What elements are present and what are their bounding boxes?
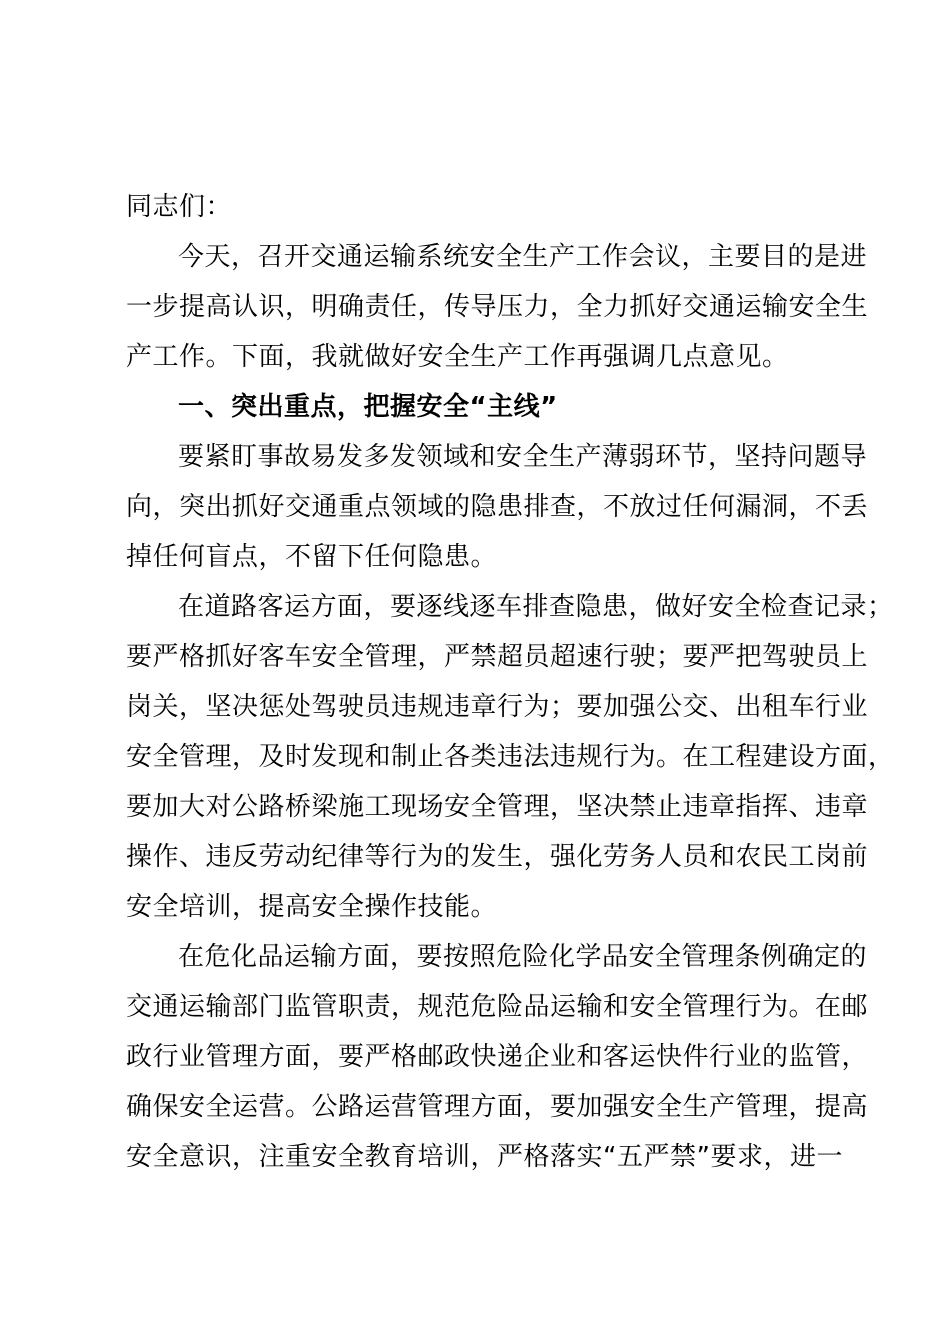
paragraph-3-line-5: 要加大对公路桥梁施工现场安全管理，坚决禁止违章指挥、违章 <box>126 792 869 822</box>
salutation: 同志们： <box>126 192 233 222</box>
paragraph-3-line-1: 在道路客运方面，要逐线逐车排查隐患，做好安全检查记录； <box>178 592 894 622</box>
paragraph-1-line-1: 今天，召开交通运输系统安全生产工作会议，主要目的是进 <box>178 242 868 272</box>
paragraph-3-line-6: 操作、违反劳动纪律等行为的发生，强化劳务人员和农民工岗前 <box>126 842 869 872</box>
paragraph-1-line-3: 产工作。下面，我就做好安全生产工作再强调几点意见。 <box>126 342 789 372</box>
paragraph-4-line-3: 政行业管理方面，要严格邮政快递企业和客运快件行业的监管， <box>126 1042 869 1072</box>
paragraph-2-line-2: 向，突出抓好交通重点领域的隐患排查，不放过任何漏洞，不丢 <box>126 492 869 522</box>
paragraph-4-line-1: 在危化品运输方面，要按照危险化学品安全管理条例确定的 <box>178 942 868 972</box>
paragraph-4-line-4: 确保安全运营。公路运营管理方面，要加强安全生产管理，提高 <box>126 1092 869 1122</box>
section-heading-1: 一、突出重点，把握安全“主线” <box>178 392 558 422</box>
paragraph-3-line-3: 岗关，坚决惩处驾驶员违规违章行为；要加强公交、出租车行业 <box>126 692 869 722</box>
document-body <box>126 182 895 1182</box>
paragraph-4-line-2: 交通运输部门监管职责，规范危险品运输和安全管理行为。在邮 <box>126 992 869 1022</box>
paragraph-2-line-3: 掉任何盲点，不留下任何隐患。 <box>126 542 498 572</box>
paragraph-2-line-1: 要紧盯事故易发多发领域和安全生产薄弱环节，坚持问题导 <box>178 442 868 472</box>
paragraph-3-line-7: 安全培训，提高安全操作技能。 <box>126 892 498 922</box>
paragraph-3-line-4: 安全管理，及时发现和制止各类违法违规行为。在工程建设方面， <box>126 742 895 772</box>
paragraph-3-line-2: 要严格抓好客车安全管理，严禁超员超速行驶；要严把驾驶员上 <box>126 642 869 672</box>
paragraph-1-line-2: 一步提高认识，明确责任，传导压力，全力抓好交通运输安全生 <box>126 292 869 322</box>
paragraph-4-line-5: 安全意识，注重安全教育培训，严格落实“五严禁”要求，进一 <box>126 1142 843 1172</box>
